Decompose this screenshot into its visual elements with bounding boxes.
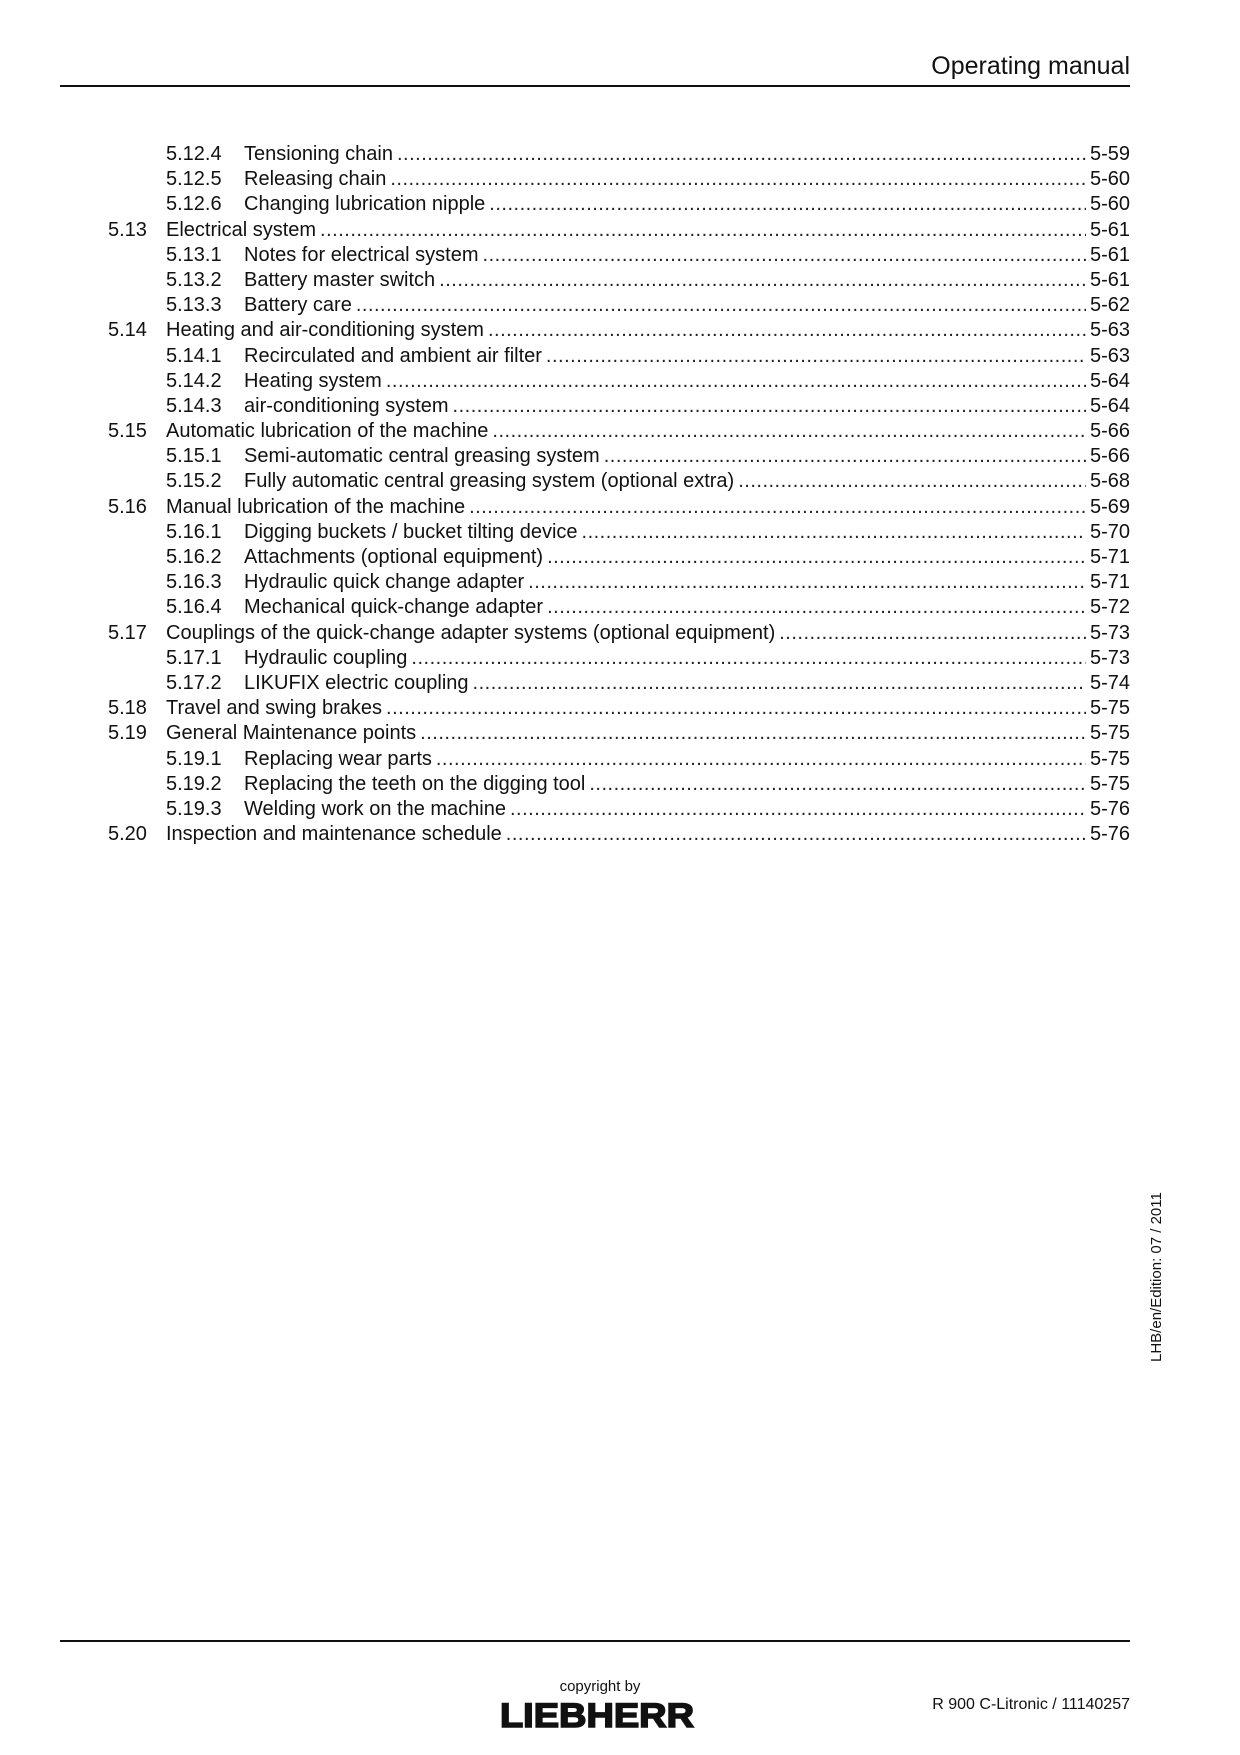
- toc-page-number: 5-66: [1089, 420, 1130, 443]
- toc-page-number: 5-62: [1089, 294, 1130, 317]
- toc-section-number: 5.12.4: [166, 143, 222, 165]
- toc-section-number: 5.17: [108, 621, 147, 644]
- toc-entry[interactable]: [108, 772, 1130, 797]
- toc-leader-dots: [546, 344, 1086, 369]
- toc-leader-dots: [582, 520, 1086, 545]
- toc-leader-dots: [528, 570, 1086, 595]
- toc-section-number: 5.14: [108, 319, 147, 342]
- toc-section-title: Tensioning chain: [244, 143, 393, 165]
- header-title: Operating manual: [931, 52, 1130, 80]
- toc-leader-dots: [390, 167, 1086, 192]
- toc-entry[interactable]: [108, 822, 1130, 847]
- toc-section-title: Mechanical quick-change adapter: [244, 596, 544, 619]
- liebherr-logo: [498, 1698, 696, 1732]
- toc-section-title: air-conditioning system: [244, 394, 449, 417]
- toc-section-number: 5.18: [108, 697, 147, 720]
- toc-entry[interactable]: [108, 696, 1130, 721]
- toc-section-number: 5.19.2: [166, 772, 222, 795]
- toc-leader-dots: [779, 621, 1086, 646]
- toc-section-number: 5.16.3: [166, 571, 222, 594]
- toc-page-number: 5-75: [1089, 697, 1130, 720]
- toc-entry[interactable]: [108, 344, 1130, 369]
- toc-page-number: 5-75: [1089, 747, 1130, 770]
- toc-entry[interactable]: [108, 595, 1130, 620]
- toc-leader-dots: [420, 721, 1086, 746]
- toc-leader-dots: [386, 369, 1086, 394]
- toc-page-number: 5-75: [1089, 772, 1130, 795]
- toc-page-number: 5-61: [1089, 243, 1130, 266]
- toc-page-number: 5-75: [1089, 722, 1130, 745]
- toc-entry[interactable]: [108, 570, 1130, 595]
- toc-section-title: Digging buckets / bucket tilting device: [244, 520, 578, 543]
- toc-section-number: 5.13.1: [166, 243, 222, 266]
- toc-section-title: Heating system: [244, 369, 382, 392]
- toc-leader-dots: [436, 747, 1086, 772]
- table-of-contents: [108, 142, 1130, 847]
- toc-section-title: Replacing wear parts: [244, 747, 432, 770]
- toc-section-title: Electrical system: [166, 218, 317, 241]
- toc-section-number: 5.13.2: [166, 268, 222, 291]
- toc-entry[interactable]: [108, 167, 1130, 192]
- toc-page-number: 5-72: [1089, 596, 1130, 619]
- toc-leader-dots: [473, 671, 1086, 696]
- toc-page-number: 5-66: [1089, 445, 1130, 468]
- toc-section-number: 5.19.3: [166, 797, 222, 820]
- toc-section-title: Releasing chain: [244, 168, 387, 191]
- toc-page-number: 5-60: [1089, 168, 1130, 191]
- toc-section-number: 5.14.1: [166, 344, 222, 367]
- toc-entry[interactable]: [108, 469, 1130, 494]
- toc-section-number: 5.13.3: [166, 294, 222, 317]
- toc-entry[interactable]: [108, 747, 1130, 772]
- toc-section-number: 5.16.1: [166, 520, 222, 543]
- toc-section-title: Hydraulic coupling: [244, 646, 408, 669]
- toc-section-number: 5.16: [108, 495, 147, 518]
- toc-leader-dots: [589, 772, 1086, 797]
- toc-leader-dots: [738, 469, 1086, 494]
- document-id: R 900 C-Litronic / 11140257: [932, 1696, 1130, 1713]
- toc-entry[interactable]: [108, 243, 1130, 268]
- toc-section-number: 5.14.2: [166, 369, 222, 392]
- toc-page-number: 5-70: [1089, 520, 1130, 543]
- toc-section-title: Travel and swing brakes: [166, 697, 383, 720]
- toc-section-title: Attachments (optional equipment): [244, 546, 544, 568]
- toc-page-number: 5-74: [1089, 671, 1130, 694]
- toc-section-title: General Maintenance points: [166, 722, 417, 745]
- toc-page-number: 5-61: [1089, 218, 1130, 241]
- copyright-label: copyright by: [559, 1678, 641, 1695]
- toc-leader-dots: [506, 822, 1086, 847]
- toc-section-number: 5.15.1: [166, 445, 222, 468]
- toc-leader-dots: [488, 318, 1086, 343]
- header-divider: [60, 85, 1130, 87]
- toc-entry[interactable]: [108, 646, 1130, 671]
- toc-section-title: Battery master switch: [244, 268, 436, 291]
- toc-section-title: Welding work on the machine: [244, 797, 506, 820]
- toc-page-number: 5-71: [1089, 546, 1130, 568]
- toc-leader-dots: [510, 797, 1086, 822]
- toc-entry[interactable]: [108, 293, 1130, 318]
- toc-leader-dots: [469, 495, 1086, 520]
- toc-leader-dots: [492, 419, 1086, 444]
- toc-section-title: Semi-automatic central greasing system: [244, 445, 600, 468]
- toc-leader-dots: [439, 268, 1086, 293]
- toc-entry[interactable]: [108, 721, 1130, 746]
- toc-section-number: 5.14.3: [166, 394, 222, 417]
- toc-page-number: 5-64: [1089, 394, 1130, 417]
- toc-entry[interactable]: [108, 218, 1130, 243]
- toc-entry[interactable]: [108, 394, 1130, 419]
- footer-divider: [60, 1640, 1130, 1642]
- toc-leader-dots: [483, 243, 1086, 268]
- toc-section-title: Battery care: [244, 294, 352, 317]
- toc-page-number: 5-63: [1089, 344, 1130, 367]
- toc-section-number: 5.16.2: [166, 546, 222, 568]
- toc-entry[interactable]: [108, 419, 1130, 444]
- toc-section-number: 5.12.6: [166, 193, 222, 216]
- toc-section-title: Heating and air-conditioning system: [166, 319, 484, 342]
- toc-page-number: 5-61: [1089, 268, 1130, 291]
- toc-section-number: 5.13: [108, 218, 147, 241]
- toc-section-title: Notes for electrical system: [244, 243, 479, 266]
- toc-section-title: Couplings of the quick-change adapter systems (optional equipment): [166, 621, 776, 644]
- toc-section-number: 5.15: [108, 420, 147, 443]
- toc-page-number: 5-69: [1089, 495, 1130, 518]
- toc-page-number: 5-68: [1089, 470, 1130, 493]
- toc-section-title: Recirculated and ambient air filter: [244, 344, 542, 367]
- toc-page-number: 5-71: [1089, 571, 1130, 594]
- toc-section-title: Automatic lubrication of the machine: [166, 420, 489, 443]
- toc-leader-dots: [411, 646, 1086, 671]
- toc-page-number: 5-60: [1089, 193, 1130, 216]
- toc-page-number: 5-73: [1089, 621, 1130, 644]
- toc-leader-dots: [604, 444, 1086, 469]
- toc-section-number: 5.19: [108, 722, 147, 745]
- toc-section-number: 5.16.4: [166, 596, 222, 619]
- toc-page-number: 5-76: [1089, 797, 1130, 820]
- toc-section-number: 5.15.2: [166, 470, 222, 493]
- toc-page-number: 5-64: [1089, 369, 1130, 392]
- toc-section-title: Inspection and maintenance schedule: [166, 823, 502, 846]
- toc-leader-dots: [397, 142, 1086, 167]
- toc-entry[interactable]: [108, 621, 1130, 646]
- toc-entry[interactable]: [108, 192, 1130, 217]
- toc-section-number: 5.17.2: [166, 671, 222, 694]
- toc-section-number: 5.12.5: [166, 168, 222, 191]
- toc-entry[interactable]: [108, 142, 1130, 167]
- toc-entry[interactable]: [108, 545, 1130, 570]
- toc-section-number: 5.20: [108, 823, 147, 846]
- liebherr-logo-text: LIEBHERR: [500, 1698, 694, 1732]
- toc-page-number: 5-63: [1089, 319, 1130, 342]
- toc-leader-dots: [320, 218, 1086, 243]
- toc-leader-dots: [547, 595, 1086, 620]
- toc-section-number: 5.17.1: [166, 646, 222, 669]
- toc-page-number: 5-73: [1089, 646, 1130, 669]
- toc-leader-dots: [453, 394, 1086, 419]
- toc-leader-dots: [386, 696, 1086, 721]
- toc-entry[interactable]: [108, 797, 1130, 822]
- toc-section-title: Changing lubrication nipple: [244, 193, 486, 216]
- toc-entry[interactable]: [108, 318, 1130, 343]
- toc-section-number: 5.19.1: [166, 747, 222, 770]
- toc-entry[interactable]: [108, 520, 1130, 545]
- toc-page-number: 5-59: [1089, 143, 1130, 165]
- toc-section-title: Replacing the teeth on the digging tool: [244, 772, 586, 795]
- toc-section-title: Hydraulic quick change adapter: [244, 571, 525, 594]
- toc-leader-dots: [356, 293, 1086, 318]
- toc-entry[interactable]: [108, 268, 1130, 293]
- toc-leader-dots: [489, 192, 1086, 217]
- toc-entry[interactable]: [108, 495, 1130, 520]
- toc-section-title: LIKUFIX electric coupling: [244, 671, 469, 694]
- toc-leader-dots: [547, 545, 1086, 570]
- toc-entry[interactable]: [108, 369, 1130, 394]
- toc-section-title: Fully automatic central greasing system (optional extra): [244, 470, 735, 493]
- toc-entry[interactable]: [108, 444, 1130, 469]
- toc-page-number: 5-76: [1089, 823, 1130, 846]
- toc-section-title: Manual lubrication of the machine: [166, 495, 466, 518]
- toc-entry[interactable]: [108, 671, 1130, 696]
